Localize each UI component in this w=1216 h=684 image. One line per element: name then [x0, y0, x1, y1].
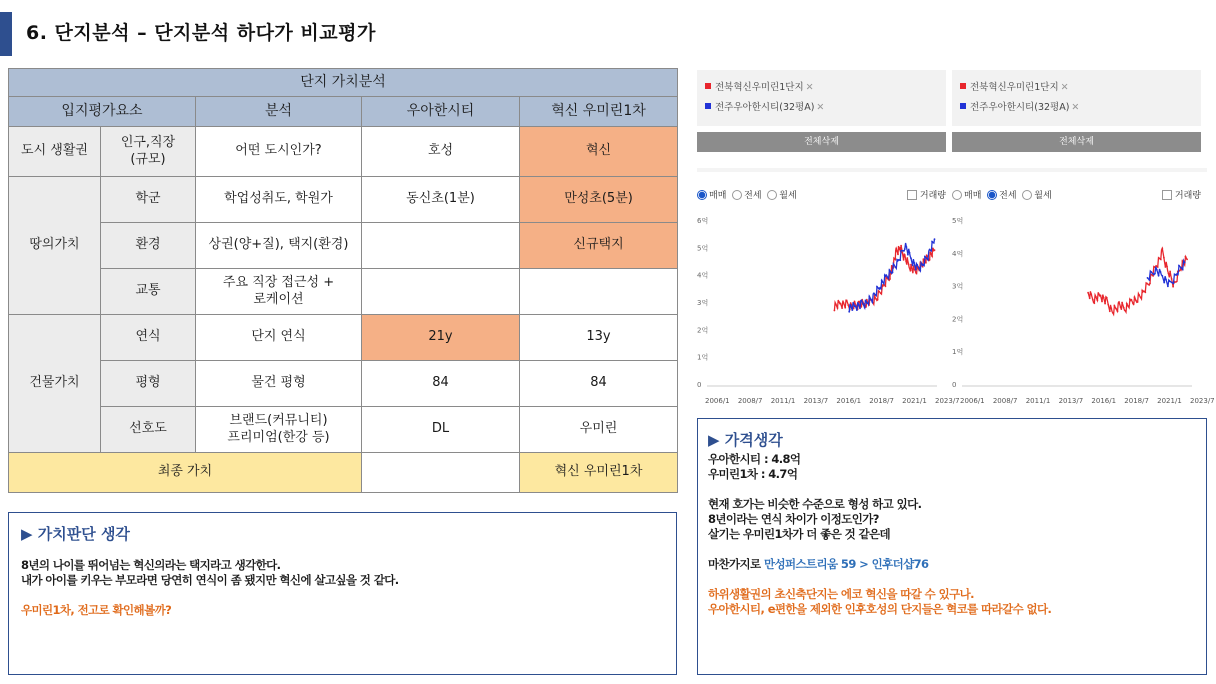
data-point	[908, 264, 910, 266]
value-b-cell	[520, 269, 678, 315]
data-point	[1167, 286, 1169, 288]
data-point	[1185, 256, 1187, 258]
data-point	[889, 269, 891, 271]
legend-item[interactable]: 전북혁신우미린1단지 ✕	[960, 78, 1193, 98]
data-point	[1132, 303, 1134, 305]
data-point	[1089, 297, 1091, 299]
data-point	[911, 269, 913, 271]
data-point	[897, 254, 899, 256]
radio-off-icon	[732, 190, 742, 200]
x-tick-label: 2018/7	[869, 397, 894, 405]
price-line: 우아한시티 : 4.8억	[708, 452, 801, 466]
data-point	[915, 272, 917, 274]
blue-square-icon	[705, 103, 711, 109]
data-point	[1117, 310, 1119, 312]
group-city: 도시 생활권	[9, 127, 101, 177]
data-point	[902, 252, 904, 254]
data-point	[847, 304, 849, 306]
value-a-cell	[362, 223, 520, 269]
data-point	[1184, 262, 1186, 264]
trade-type-options	[952, 188, 1201, 201]
data-point	[1165, 266, 1167, 268]
data-point	[1157, 266, 1159, 268]
data-point	[1143, 290, 1145, 292]
y-tick-label: 3억	[697, 299, 709, 307]
x-tick-label: 2018/7	[1124, 397, 1149, 405]
data-point	[1148, 284, 1150, 286]
data-point	[835, 303, 837, 305]
x-tick-label: 2013/7	[803, 397, 829, 405]
data-point	[887, 277, 889, 279]
series-line	[1088, 248, 1187, 314]
data-point	[1165, 279, 1167, 281]
data-point	[923, 264, 925, 266]
checkbox-icon	[1162, 190, 1172, 200]
data-point	[1156, 269, 1158, 271]
data-point	[905, 261, 907, 263]
data-point	[909, 252, 911, 254]
analysis-cell: 상권(양+질), 택지(환경)	[196, 223, 362, 269]
data-point	[858, 303, 860, 305]
x-tick-label: 2021/1	[902, 397, 927, 405]
x-tick-label: 2016/1	[836, 397, 862, 405]
x-tick-label: 2021/1	[1157, 397, 1182, 405]
x-tick-label: 2023/7	[1190, 397, 1215, 405]
judgement-note: 우미린1차, 전고로 확인해볼까?	[21, 603, 172, 617]
value-a-cell: 21y	[362, 315, 520, 361]
data-point	[862, 303, 864, 305]
radio-monthly[interactable]: 월세	[767, 191, 796, 201]
data-point	[930, 250, 932, 252]
factor-cell: 환경	[101, 223, 196, 269]
y-tick-label: 0	[697, 381, 702, 389]
data-point	[1150, 271, 1152, 273]
data-point	[1144, 291, 1146, 293]
value-b-cell: 13y	[520, 315, 678, 361]
data-point	[1135, 300, 1137, 302]
data-point	[880, 292, 882, 294]
data-point	[1149, 283, 1151, 285]
col-header-b: 혁신 우미린1차	[520, 97, 678, 127]
data-point	[893, 264, 895, 266]
data-point	[1137, 301, 1139, 303]
data-point	[843, 302, 845, 304]
data-point	[1093, 302, 1095, 304]
final-value-label: 최종 가치	[9, 453, 362, 493]
price-line: 살기는 우미린1차가 더 좋은 것 같은데	[708, 527, 891, 541]
data-point	[1121, 302, 1123, 304]
data-point	[1158, 275, 1160, 277]
data-point	[899, 259, 901, 261]
data-point	[919, 270, 921, 272]
data-point	[846, 300, 848, 302]
data-point	[864, 307, 866, 309]
data-point	[903, 259, 905, 261]
data-point	[851, 309, 853, 311]
data-point	[1110, 307, 1112, 309]
data-point	[899, 248, 901, 250]
analysis-cell: 단지 연식	[196, 315, 362, 361]
data-point	[1140, 297, 1142, 299]
data-point	[902, 250, 904, 252]
data-point	[1148, 279, 1150, 281]
x-tick-label: 2008/7	[992, 397, 1018, 405]
data-point	[1161, 248, 1163, 250]
data-point	[1127, 306, 1129, 308]
data-point	[1138, 294, 1140, 296]
data-point	[1115, 308, 1117, 310]
y-tick-label: 0	[952, 381, 957, 389]
x-tick-label: 2016/1	[1091, 397, 1117, 405]
col-header-analysis: 분석	[196, 97, 362, 127]
value-b-cell: 84	[520, 361, 678, 407]
data-point	[1152, 273, 1154, 275]
radio-jeonse[interactable]: 전세	[732, 191, 761, 201]
data-point	[1090, 293, 1092, 295]
data-point	[1154, 273, 1156, 275]
data-point	[1123, 307, 1125, 309]
data-point	[1173, 283, 1175, 285]
data-point	[926, 257, 928, 259]
legend-item[interactable]: 전주우아한시티(32평A) ✕	[705, 98, 938, 118]
data-point	[904, 248, 906, 250]
data-point	[876, 286, 878, 288]
x-tick-label: 2006/1	[960, 397, 985, 405]
data-point	[1131, 299, 1133, 301]
value-a-cell: 동신초(1분)	[362, 177, 520, 223]
radio-sale[interactable]: 매매	[697, 191, 726, 201]
factor-cell: 교통	[101, 269, 196, 315]
data-point	[848, 311, 850, 313]
data-point	[894, 259, 896, 261]
data-point	[925, 262, 927, 264]
group-land: 땅의가치	[9, 177, 101, 315]
analysis-cell: 주요 직장 접근성 + 로케이션	[196, 269, 362, 315]
data-point	[1147, 277, 1149, 279]
data-point	[907, 254, 909, 256]
data-point	[872, 301, 874, 303]
data-point	[856, 309, 858, 311]
data-point	[879, 287, 881, 289]
data-point	[918, 267, 920, 269]
data-point	[912, 265, 914, 267]
data-point	[904, 254, 906, 256]
data-point	[927, 259, 929, 261]
data-point	[1092, 299, 1094, 301]
data-point	[1176, 273, 1178, 275]
panel-divider	[697, 168, 1207, 172]
checkbox-icon	[907, 190, 917, 200]
y-tick-label: 4억	[697, 271, 709, 280]
final-value-b: 혁신 우미린1차	[520, 453, 678, 493]
close-icon[interactable]: ✕	[805, 82, 814, 93]
data-point	[1163, 257, 1165, 259]
data-point	[1186, 259, 1188, 261]
factor-cell: 평형	[101, 361, 196, 407]
value-b-cell: 만성초(5분)	[520, 177, 678, 223]
data-point	[1180, 267, 1182, 269]
delete-all-button[interactable]: 전체삭제	[697, 132, 946, 152]
data-point	[916, 264, 918, 266]
col-header-factor: 입지평가요소	[9, 97, 196, 127]
data-point	[1171, 281, 1173, 283]
price-line: 마찬가지로 만성퍼스트리움 59 > 인후더샵76	[708, 557, 929, 571]
price-heading: ▶ 가격생각	[708, 431, 783, 449]
data-point	[896, 251, 898, 253]
data-point	[1172, 286, 1174, 288]
data-point	[934, 249, 936, 251]
red-square-icon	[960, 83, 966, 89]
data-point	[1118, 301, 1120, 303]
checkbox-trade-volume[interactable]: 거래량	[1162, 188, 1201, 201]
value-b-cell: 혁신	[520, 127, 678, 177]
data-point	[877, 299, 879, 301]
data-point	[861, 300, 863, 302]
y-tick-label: 4억	[952, 249, 964, 258]
analysis-cell: 브랜드(커뮤니티) 프리미엄(한강 등)	[196, 407, 362, 453]
data-point	[895, 266, 897, 268]
judgement-box	[8, 512, 677, 675]
delete-all-button[interactable]: 전체삭제	[952, 132, 1201, 152]
y-tick-label: 5억	[952, 217, 964, 225]
data-point	[906, 246, 908, 248]
data-point	[1101, 301, 1103, 303]
radio-off-icon	[1022, 190, 1032, 200]
price-line: 8년이라는 연식 차이가 이정도인가?	[708, 512, 879, 526]
data-point	[1104, 303, 1106, 305]
legend-item[interactable]: 전주우아한시티(32평A) ✕	[960, 98, 1193, 118]
factor-cell: 선호도	[101, 407, 196, 453]
y-tick-label: 6억	[697, 217, 709, 225]
data-point	[909, 268, 911, 270]
data-point	[910, 257, 912, 259]
data-point	[1160, 259, 1162, 261]
data-point	[868, 295, 870, 297]
data-point	[934, 238, 936, 240]
judgement-heading: ▶ 가치판단 생각	[21, 525, 130, 543]
close-icon[interactable]: ✕	[1071, 102, 1080, 113]
data-point	[892, 272, 894, 274]
value-a-cell	[362, 269, 520, 315]
data-point	[895, 248, 897, 250]
data-point	[841, 307, 843, 309]
data-point	[875, 294, 877, 296]
table-title: 단지 가치분석	[9, 69, 678, 97]
red-square-icon	[705, 83, 711, 89]
data-point	[1182, 269, 1184, 271]
data-point	[1151, 274, 1153, 276]
price-box	[697, 418, 1207, 675]
chart-panel-1	[697, 70, 960, 405]
radio-off-icon	[767, 190, 777, 200]
data-point	[924, 256, 926, 258]
comparison-highlight: 만성퍼스트리움 59 > 인후더샵76	[763, 557, 929, 571]
data-point	[1095, 296, 1097, 298]
value-a-cell: 호성	[362, 127, 520, 177]
radio-on-icon	[987, 190, 997, 200]
data-point	[853, 303, 855, 305]
data-point	[1166, 266, 1168, 268]
data-point	[1126, 303, 1128, 305]
radio-monthly[interactable]: 월세	[1022, 191, 1051, 201]
data-point	[1098, 293, 1100, 295]
value-b-cell: 신규택지	[520, 223, 678, 269]
data-point	[840, 303, 842, 305]
data-point	[878, 291, 880, 293]
analysis-cell: 어떤 도시인가?	[196, 127, 362, 177]
legend-box	[952, 70, 1201, 126]
data-point	[1174, 274, 1176, 276]
data-point	[1169, 280, 1171, 282]
data-point	[1124, 310, 1126, 312]
data-point	[1160, 271, 1162, 273]
chart-panel-2	[952, 70, 1215, 405]
data-point	[1087, 292, 1089, 294]
close-icon[interactable]: ✕	[1060, 82, 1069, 93]
data-point	[1107, 304, 1109, 306]
data-point	[850, 305, 852, 307]
data-point	[855, 305, 857, 307]
data-point	[1106, 297, 1108, 299]
radio-jeonse[interactable]: 전세	[987, 191, 1016, 201]
data-point	[873, 292, 875, 294]
data-point	[901, 250, 903, 252]
legend-item[interactable]: 전북혁신우미린1단지 ✕	[705, 78, 938, 98]
data-point	[1141, 290, 1143, 292]
price-chart-2	[952, 208, 1215, 408]
factor-cell: 연식	[101, 315, 196, 361]
factor-cell: 인구,직장 (규모)	[101, 127, 196, 177]
data-point	[1100, 295, 1102, 297]
price-chart-1	[697, 208, 960, 408]
radio-off-icon	[952, 190, 962, 200]
data-point	[885, 274, 887, 276]
data-point	[859, 308, 861, 310]
data-point	[1163, 282, 1165, 284]
y-tick-label: 1억	[952, 348, 964, 357]
data-point	[1103, 297, 1105, 299]
y-tick-label: 5억	[697, 244, 709, 253]
data-point	[930, 252, 932, 254]
x-tick-label: 2011/1	[770, 397, 796, 405]
judgement-line: 내가 아이를 키우는 부모라면 당연히 연식이 좀 됐지만 혁신에 살고싶을 것 같다.	[21, 573, 399, 587]
data-point	[1175, 281, 1177, 283]
data-point	[898, 259, 900, 261]
y-tick-label: 2억	[952, 315, 964, 324]
radio-on-icon	[697, 190, 707, 200]
data-point	[1171, 278, 1173, 280]
data-point	[838, 301, 840, 303]
group-building: 건물가치	[9, 315, 101, 453]
data-point	[1120, 306, 1122, 308]
close-icon[interactable]: ✕	[816, 102, 825, 113]
factor-cell: 학군	[101, 177, 196, 223]
data-point	[1169, 271, 1171, 273]
data-point	[837, 307, 839, 309]
price-line: 우미린1차 : 4.7억	[708, 467, 798, 481]
y-tick-label: 3억	[952, 282, 964, 291]
y-tick-label: 1억	[697, 353, 709, 362]
value-a-cell: DL	[362, 407, 520, 453]
checkbox-trade-volume[interactable]: 거래량	[907, 188, 946, 201]
data-point	[865, 301, 867, 303]
analysis-cell: 학업성취도, 학원가	[196, 177, 362, 223]
data-point	[854, 301, 856, 303]
data-point	[1097, 300, 1099, 302]
data-point	[844, 307, 846, 309]
radio-sale[interactable]: 매매	[952, 191, 981, 201]
price-note: 우아한시티, e편한을 제외한 인후호성의 단지들은 혁코를 따라갈수 없다.	[708, 602, 1052, 616]
final-value-a	[362, 453, 520, 493]
data-point	[900, 245, 902, 247]
col-header-a: 우아한시티	[362, 97, 520, 127]
data-point	[867, 302, 869, 304]
value-a-cell: 84	[362, 361, 520, 407]
page-title: 6. 단지분석 – 단지분석 하다가 비교평가	[26, 22, 376, 44]
data-point	[870, 298, 872, 300]
data-point	[932, 242, 934, 244]
data-point	[1178, 265, 1180, 267]
data-point	[1161, 275, 1163, 277]
data-point	[915, 269, 917, 271]
title-accent-bar	[0, 12, 12, 56]
data-point	[1134, 296, 1136, 298]
data-point	[1114, 305, 1116, 307]
price-line: 현재 호가는 비슷한 수준으로 형성 하고 있다.	[708, 497, 922, 511]
trade-type-options	[697, 188, 946, 201]
x-tick-label: 2011/1	[1025, 397, 1051, 405]
data-point	[1109, 310, 1111, 312]
x-tick-label: 2008/7	[737, 397, 763, 405]
data-point	[882, 282, 884, 284]
blue-square-icon	[960, 103, 966, 109]
data-point	[1158, 257, 1160, 259]
analysis-cell: 물건 평형	[196, 361, 362, 407]
data-point	[889, 278, 891, 280]
data-point	[858, 301, 860, 303]
x-tick-label: 2013/7	[1058, 397, 1084, 405]
price-note: 하위생활권의 초신축단지는 에코 혁신을 따갈 수 있구나.	[708, 587, 974, 601]
legend-box	[697, 70, 946, 126]
data-point	[1146, 283, 1148, 285]
data-point	[913, 262, 915, 264]
data-point	[881, 279, 883, 281]
y-tick-label: 2억	[697, 326, 709, 335]
value-b-cell: 우미린	[520, 407, 678, 453]
data-point	[896, 259, 898, 261]
analysis-table	[8, 68, 678, 493]
data-point	[1168, 273, 1170, 275]
data-point	[885, 285, 887, 287]
data-point	[890, 271, 892, 273]
data-point	[906, 257, 908, 259]
x-tick-label: 2023/7	[935, 397, 960, 405]
data-point	[1112, 312, 1114, 314]
data-point	[929, 259, 931, 261]
data-point	[834, 310, 836, 312]
judgement-line: 8년의 나이를 뛰어넘는 혁신의라는 택지라고 생각한다.	[21, 558, 281, 572]
x-tick-label: 2006/1	[705, 397, 730, 405]
data-point	[931, 255, 933, 257]
